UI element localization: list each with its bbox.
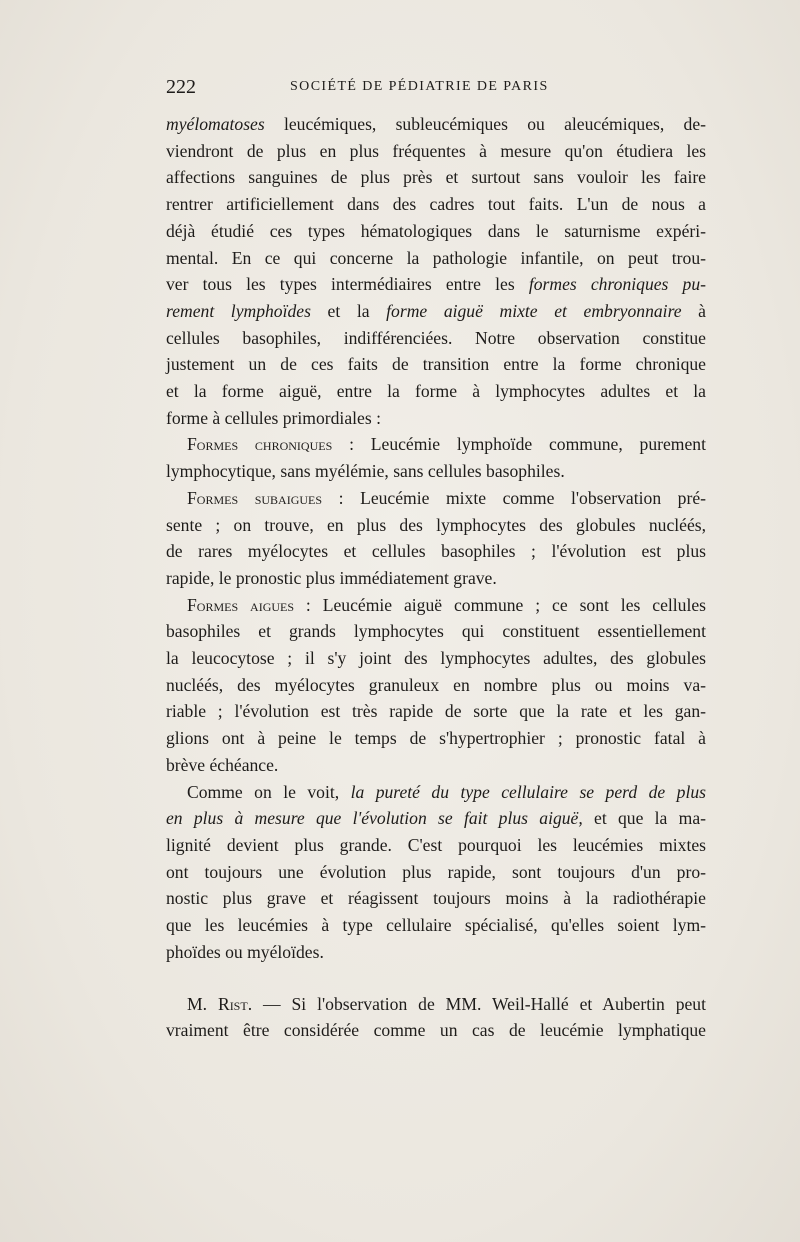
text-run: mental. En ce qui concerne la pathologie infantile, on peut trou- bbox=[166, 247, 706, 268]
small-caps-text: Formes subaigues bbox=[187, 487, 323, 508]
text-line bbox=[166, 271, 706, 298]
text-run: lignité devient plus grande. C'est pourquoi les leucémies mixtes bbox=[166, 834, 706, 855]
text-line bbox=[166, 538, 706, 565]
small-caps-text: Formes aigues bbox=[187, 594, 295, 615]
text-run: ver tous les types intermédiaires entre les bbox=[166, 274, 529, 295]
italic-text: en plus à mesure que l'évolution se fait plus aiguë, bbox=[166, 808, 583, 829]
text-run: leucémiques, subleucémiques ou aleucémiques, de- bbox=[264, 114, 706, 134]
page-number: 222 bbox=[166, 76, 196, 98]
text-run: brève échéance. bbox=[166, 754, 279, 775]
text-run: : Leucémie aiguë commune ; ce sont les cellules bbox=[294, 594, 706, 615]
italic-text: myélomatoses bbox=[166, 114, 265, 134]
paragraph-gap bbox=[166, 966, 706, 991]
text-line bbox=[166, 378, 706, 405]
text-run: de rares myélocytes et cellules basophiles ; l'évolution est plus bbox=[166, 541, 706, 562]
text-run: et la bbox=[310, 300, 387, 321]
body-text bbox=[166, 111, 706, 1044]
text-run: et la forme aiguë, entre la forme à lymphocytes adultes et la bbox=[166, 381, 706, 402]
text-line bbox=[166, 859, 706, 886]
running-title: SOCIÉTÉ DE PÉDIATRIE DE PARIS bbox=[290, 79, 549, 94]
text-line bbox=[166, 138, 706, 165]
text-run: phoïdes ou myéloïdes. bbox=[166, 941, 324, 962]
text-line bbox=[166, 298, 706, 325]
text-line bbox=[166, 245, 706, 272]
text-line bbox=[166, 645, 706, 672]
text-line bbox=[166, 351, 706, 378]
text-run: rapide, le pronostic plus immédiatement grave. bbox=[166, 567, 497, 588]
text-run: nucléés, des myélocytes granuleux en nombre plus ou moins va- bbox=[166, 674, 706, 695]
text-run: M. bbox=[187, 993, 218, 1014]
text-run: nostic plus grave et réagissent toujours moins à la radiothérapie bbox=[166, 888, 706, 909]
text-line bbox=[166, 405, 706, 432]
text-run: sente ; on trouve, en plus des lymphocytes des globules nucléés, bbox=[166, 514, 706, 535]
text-line bbox=[166, 111, 706, 138]
text-line bbox=[166, 1017, 706, 1044]
text-run: lymphocytique, sans myélémie, sans cellules basophiles. bbox=[166, 461, 565, 482]
text-line bbox=[166, 485, 706, 512]
italic-text: forme aiguë mixte et embryonnaire bbox=[386, 300, 682, 321]
text-run: . — Si l'observation de MM. Weil-Hallé et Aubertin peut bbox=[247, 993, 706, 1014]
text-run: que les leucémies à type cellulaire spécialisé, qu'elles soient lym- bbox=[166, 915, 706, 936]
text-line bbox=[166, 512, 706, 539]
text-run: glions ont à peine le temps de s'hypertrophier ; pronostic fatal à bbox=[166, 728, 706, 749]
text-run: et que la ma- bbox=[582, 808, 706, 829]
text-run: la leucocytose ; il s'y joint des lymphocytes adultes, des globules bbox=[166, 648, 706, 669]
text-line bbox=[166, 218, 706, 245]
text-line bbox=[166, 565, 706, 592]
text-run: : Leucémie mixte comme l'observation pré- bbox=[322, 487, 707, 508]
italic-text: rement lymphoïdes bbox=[166, 300, 311, 321]
text-line bbox=[166, 725, 706, 752]
small-caps-text: Rist bbox=[217, 993, 248, 1014]
text-line bbox=[166, 592, 706, 619]
text-run: ont toujours une évolution plus rapide, sont toujours d'un pro- bbox=[166, 861, 706, 882]
italic-text: la pureté du type cellulaire se perd de plus bbox=[350, 781, 706, 802]
small-caps-text: Formes chroniques bbox=[187, 434, 333, 455]
text-run: viendront de plus en plus fréquentes à mesure qu'on étudiera les bbox=[166, 140, 706, 161]
text-line bbox=[166, 672, 706, 699]
text-line bbox=[166, 164, 706, 191]
text-line bbox=[166, 779, 706, 806]
text-line bbox=[166, 752, 706, 779]
text-line bbox=[166, 885, 706, 912]
text-line bbox=[166, 805, 706, 832]
text-run: basophiles et grands lymphocytes qui constituent essentiellement bbox=[166, 621, 706, 642]
text-run: justement un de ces faits de transition entre la forme chronique bbox=[166, 354, 706, 375]
page-header bbox=[166, 76, 706, 102]
text-line bbox=[166, 912, 706, 939]
text-run: Comme on le voit, bbox=[187, 781, 351, 802]
text-line bbox=[166, 458, 706, 485]
text-run: à bbox=[681, 300, 706, 321]
text-line bbox=[166, 832, 706, 859]
text-line bbox=[166, 191, 706, 218]
text-run: affections sanguines de plus près et surtout sans vouloir les faire bbox=[166, 167, 706, 188]
text-line bbox=[166, 325, 706, 352]
text-run: vraiment être considérée comme un cas de leucémie lymphatique bbox=[166, 1020, 706, 1041]
italic-text: formes chroniques pu- bbox=[528, 274, 706, 295]
text-run: riable ; l'évolution est très rapide de sorte que la rate et les gan- bbox=[166, 701, 706, 722]
text-line bbox=[166, 991, 706, 1018]
text-run: cellules basophiles, indifférenciées. Notre observation constitue bbox=[166, 327, 706, 348]
text-run: rentrer artificiellement dans des cadres tout faits. L'un de nous a bbox=[166, 194, 706, 215]
text-line bbox=[166, 939, 706, 966]
text-line bbox=[166, 618, 706, 645]
text-run: déjà étudié ces types hématologiques dans le saturnisme expéri- bbox=[166, 220, 706, 241]
text-run: : Leucémie lymphoïde commune, purement bbox=[332, 434, 706, 455]
text-line bbox=[166, 698, 706, 725]
text-run: forme à cellules primordiales : bbox=[166, 407, 381, 428]
text-line bbox=[166, 431, 706, 458]
